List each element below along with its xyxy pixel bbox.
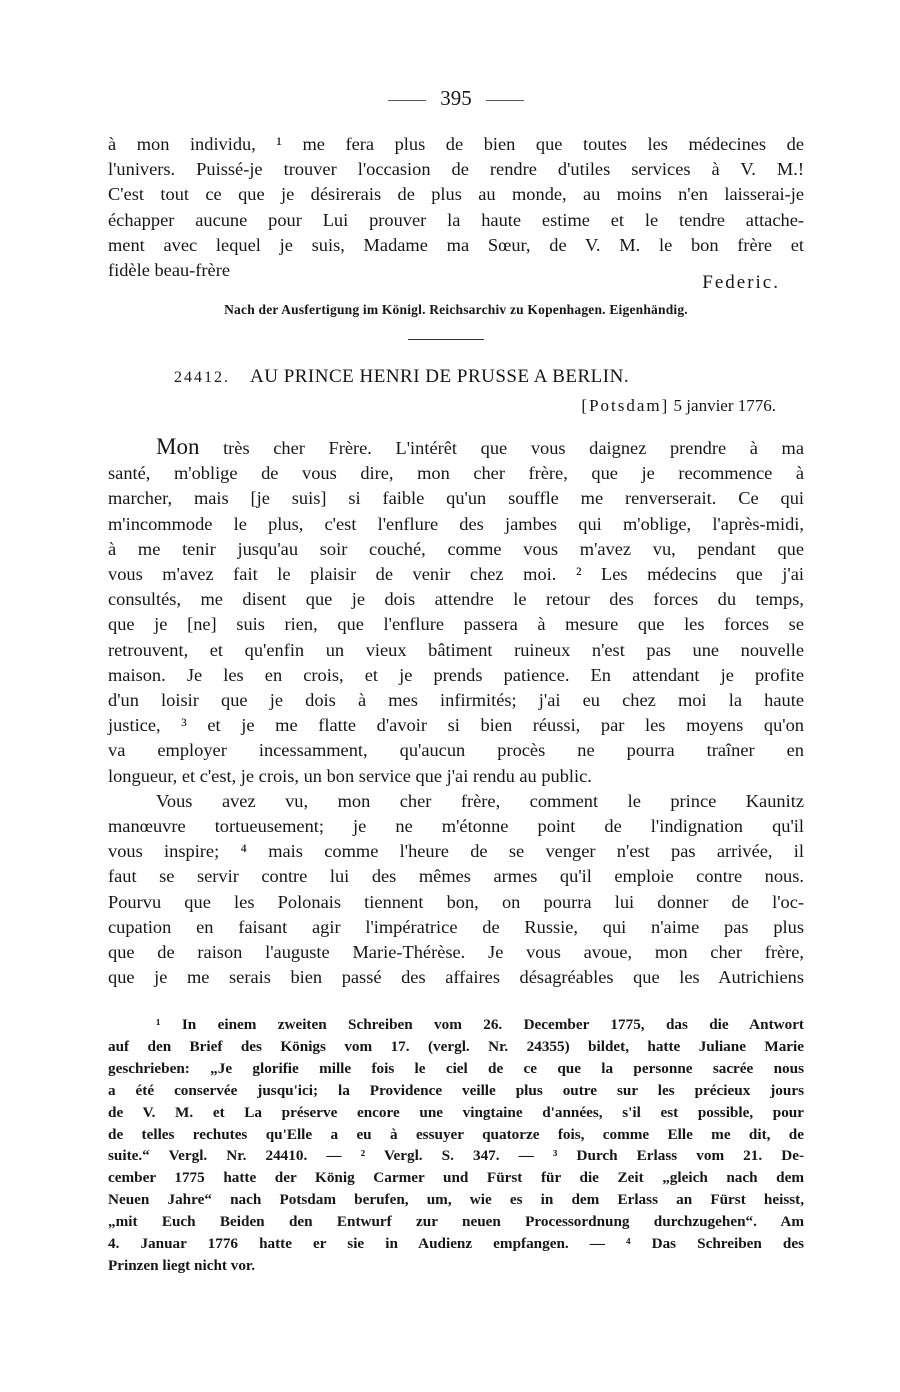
- opening-word: Mon: [156, 434, 200, 459]
- text-line: l'univers. Puissé-je trouver l'occasion de rendre d'utiles services à V. M.!: [108, 159, 804, 180]
- footnote-line: auf den Brief des Königs vom 17. (vergl. Nr. 24355) bildet, hatte Juliane Marie: [108, 1037, 804, 1055]
- section-divider: [408, 339, 484, 340]
- text-line: fidèle beau-frère: [108, 260, 230, 281]
- text-line: va employer incessamment, qu'aucun procès ne pourra traîner en: [108, 740, 804, 761]
- text-line: que de raison l'auguste Marie-Thérèse. Je vous avoue, mon cher frère,: [108, 942, 804, 963]
- footnote-line: Neuen Jahre“ nach Potsdam berufen, um, wie es in dem Erlass an Fürst heisst,: [108, 1191, 804, 1209]
- text-line: consultés, me disent que je dois attendre le retour des forces du temps,: [108, 589, 804, 610]
- text-line: santé, m'oblige de vous dire, mon cher frère, que je recommence à: [108, 463, 804, 484]
- footnote-line: cember 1775 hatte der König Carmer und Fürst für die Zeit „gleich nach dem: [108, 1169, 804, 1187]
- text-line: Vous avez vu, mon cher frère, comment le prince Kaunitz: [156, 790, 804, 811]
- text-line: cupation en faisant agir l'impératrice de Russie, qui n'aime pas plus: [108, 916, 804, 937]
- text-line: C'est tout ce que je désirerais de plus au monde, au moins n'en laisserai-je: [108, 184, 804, 205]
- text-line: manœuvre tortueusement; je ne m'étonne point de l'indignation qu'il: [108, 816, 804, 837]
- text-line-rest: très cher Frère. L'intérêt que vous daignez prendre à ma: [199, 438, 804, 458]
- footnote-line: „mit Euch Beiden den Entwurf zur neuen Processordnung durchzugehen“. Am: [108, 1213, 804, 1231]
- text-line: m'incommode le plus, c'est l'enflure des jambes qui m'oblige, l'après-midi,: [108, 513, 804, 534]
- text-line: longueur, et c'est, je crois, un bon service que j'ai rendu au public.: [108, 765, 592, 786]
- footnote-line: Prinzen liegt nicht vor.: [108, 1256, 256, 1274]
- footnote-line: suite.“ Vergl. Nr. 24410. — ² Vergl. S. 347. — ³ Durch Erlass vom 21. De-: [108, 1147, 804, 1165]
- text-line: à mon individu, ¹ me fera plus de bien que toutes les médecines de: [108, 134, 804, 154]
- footnote-line: de V. M. et La préserve encore une vingtaine d'années, s'il est possible, pour: [108, 1103, 804, 1121]
- text-line: justice, ³ et je me flatte d'avoir si bien réussi, par les moyens qu'on: [108, 715, 804, 736]
- text-line: maison. Je les en crois, et je prends patience. En attendant je profite: [108, 664, 804, 685]
- text-line: échapper aucune pour Lui prouver la haute estime et le tendre attache-: [108, 209, 804, 230]
- text-line: vous m'avez fait le plaisir de venir chez moi. ² Les médecins que j'ai: [108, 564, 804, 585]
- text-line: faut se servir contre lui des mêmes armes qu'il emploie contre nous.: [108, 866, 804, 887]
- text-line: d'un loisir que je dois à mes infirmités; j'ai eu chez moi la haute: [108, 690, 804, 711]
- letter-closing-paragraph: [108, 132, 804, 283]
- footnote-line: geschrieben: „Je glorifie mille fois le ciel de ce que la personne sacrée nous: [108, 1059, 804, 1077]
- footnote-line: a été conservée jusqu'ici; la Providence veille plus outre sur les précieux jours: [108, 1081, 804, 1099]
- footnote-line: de telles rechutes qu'Elle a eu à essuyer quatorze fois, comme Elle me dit, de: [108, 1125, 804, 1143]
- letter-date: 5 janvier 1776.: [673, 396, 776, 415]
- text-line: marcher, mais [je suis] si faible qu'un souffle me renverserait. Ce qui: [108, 488, 804, 509]
- page-header: [108, 86, 804, 111]
- text-line: Pourvu que les Polonais tiennent bon, on pourra lui donner de l'oc-: [108, 891, 804, 912]
- letter-body: [108, 434, 804, 990]
- text-line: que je [ne] suis rien, que l'enflure passera à mesure que les forces se: [108, 614, 804, 635]
- text-line: retrouvent, et qu'enfin un vieux bâtiment ruineux n'est pas une nouvelle: [108, 639, 804, 660]
- text-line: à me tenir jusqu'au soir couché, comme vous m'avez vu, pendant que: [108, 538, 804, 559]
- footnotes: [108, 1014, 804, 1277]
- letter-place: [Potsdam]: [581, 396, 670, 415]
- text-line: ment avec lequel je suis, Madame ma Sœur, de V. M. le bon frère et: [108, 234, 804, 255]
- letter-title: AU PRINCE HENRI DE PRUSSE A BERLIN.: [250, 366, 630, 387]
- footnote-line: 4. Januar 1776 hatte er sie in Audienz empfangen. — ⁴ Das Schreiben des: [108, 1235, 804, 1253]
- page-number: 395: [440, 86, 472, 110]
- letter-number: 24412.: [174, 369, 230, 386]
- header-rule-right: [486, 100, 524, 101]
- text-line: [108, 434, 804, 461]
- source-note: Nach der Ausfertigung im Königl. Reichsarchiv zu Kopenhagen. Eigenhändig.: [224, 302, 688, 317]
- footnote-line: ¹ In einem zweiten Schreiben vom 26. December 1775, das die Antwort: [156, 1016, 804, 1033]
- letter-heading: [174, 366, 629, 388]
- text-line: vous inspire; ⁴ mais comme l'heure de se venger n'est pas arrivée, il: [108, 841, 804, 862]
- header-rule-left: [388, 100, 426, 101]
- text-line: que je me serais bien passé des affaires désagréables que les Autrichiens: [108, 967, 804, 988]
- letter-dateline: [581, 396, 776, 416]
- signature: Federic.: [702, 272, 780, 293]
